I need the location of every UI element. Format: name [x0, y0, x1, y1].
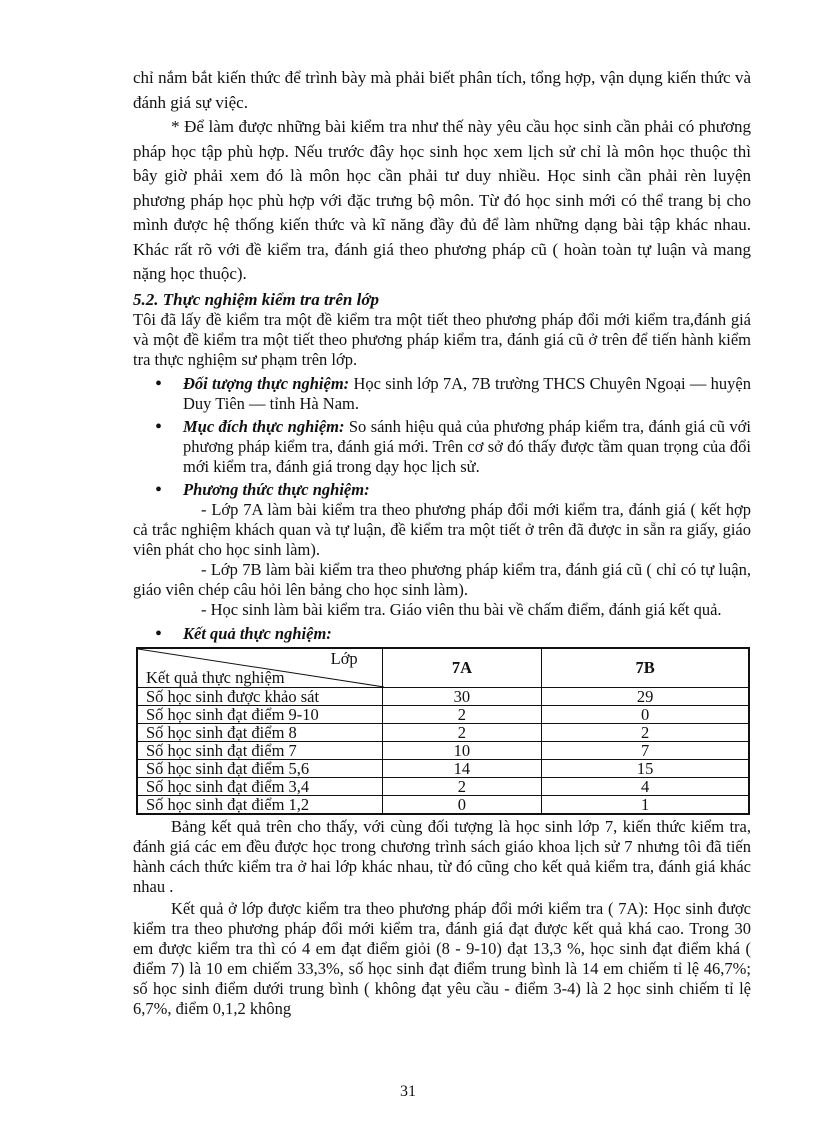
- method-class-7b: - Lớp 7B làm bài kiểm tra theo phương pháp kiểm tra, đánh giá cũ ( chỉ có tự luận, giáo viên chép câu hỏi lên bảng cho học sinh làm).: [133, 559, 751, 599]
- bullet-purpose-text: So sánh hiệu quả của phương pháp kiểm tra, đánh giá cũ với phương pháp kiểm tra, đánh giá mới. Trên cơ sở đó thấy được tầm quan trọng của đổi mới kiểm tra, đánh giá trong dạy học lịch sử.: [183, 416, 751, 476]
- value-7a: 14: [382, 759, 541, 777]
- method-class-7a: - Lớp 7A làm bài kiểm tra theo phương pháp đổi mới kiểm tra, đánh giá ( kết hợp cả trắc nghiệm khách quan và tự luận, đề kiểm tra một tiết ở trên đã được in sẵn ra giấy, giáo viên phát cho học sinh làm).: [133, 499, 751, 559]
- document-page: [133, 66, 751, 1019]
- bullet-dot-icon: •: [155, 478, 163, 501]
- bullet-method-label: Phương thức thực nghiệm:: [183, 479, 370, 499]
- column-header-label: Lớp: [330, 648, 358, 668]
- table-row: [137, 723, 749, 741]
- paragraph-experiment-intro: Tôi đã lấy đề kiểm tra một đề kiểm tra một tiết theo phương pháp đổi mới kiểm tra,đánh giá và một đề kiểm tra một tiết theo phương pháp kiểm tra, đánh giá cũ ở trên để tiến hành kiểm tra thực nghiệm sư phạm trên lớp.: [133, 309, 751, 369]
- page-number: 31: [400, 1083, 416, 1100]
- row-header-label: Kết quả thực nghiệm: [146, 667, 285, 687]
- bullet-dot-icon: •: [155, 372, 163, 395]
- diagonal-header-cell: [137, 648, 382, 688]
- section-heading: 5.2. Thực nghiệm kiểm tra trên lớp: [133, 289, 379, 309]
- table-row: [137, 759, 749, 777]
- row-label: Số học sinh đạt điểm 3,4: [137, 777, 382, 795]
- value-7a: 2: [382, 723, 541, 741]
- bullet-purpose: [133, 417, 751, 477]
- bullet-purpose-label: Mục đích thực nghiệm:: [183, 416, 345, 436]
- table-row: [137, 795, 749, 814]
- bullet-dot-icon: •: [155, 415, 163, 438]
- value-7b: 0: [542, 705, 749, 723]
- experiment-bullets: [133, 374, 751, 500]
- bullet-subjects: [133, 374, 751, 414]
- paragraph-table-analysis: Bảng kết quả trên cho thấy, với cùng đối tượng là học sinh lớp 7, kiến thức kiểm tra, đánh giá các em đều được học trong chương trình sách giáo khoa lịch sử 7 nhưng tôi đã tiến hành cách thức kiểm tra ở hai lớp khác nhau, từ đó cũng cho kết quả kiểm tra, đánh giá khác nhau .: [133, 816, 751, 896]
- table-row: [137, 705, 749, 723]
- bullet-method: [133, 480, 751, 500]
- paragraph-method-requirement: * Để làm được những bài kiểm tra như thế này yêu cầu học sinh cần phải có phương pháp học tập phù hợp. Nếu trước đây học sinh học xem lịch sử chỉ là môn học thuộc thì bây giờ phải xem đó là môn học cần phải tư duy nhiều. Học sinh cần phải rèn luyện phương pháp học phù hợp với đặc trưng bộ môn. Từ đó học sinh mới có thể trang bị cho mình được hệ thống kiến thức và kĩ năng đầy đủ để làm những dạng bài tập khác nhau. Khác rất rõ với đề kiểm tra, đánh giá theo phương pháp cũ ( hoàn toàn tự luận và mang nặng học thuộc).: [133, 117, 751, 283]
- value-7a: 0: [382, 795, 541, 814]
- table-row: [137, 687, 749, 705]
- value-7a: 10: [382, 741, 541, 759]
- class-7b-header: 7B: [542, 648, 749, 688]
- paragraph-class-7a-results: Kết quả ở lớp được kiểm tra theo phương pháp đổi mới kiểm tra ( 7A): Học sinh được kiểm tra theo phương pháp đổi mới kiểm tra, đánh giá đạt được kết quả khá cao. Trong 30 em được kiểm tra thì có 4 em đạt điểm giỏi (8 - 9-10) đạt 13,3 %, học sinh đạt điểm khá ( điểm 7) là 10 em chiếm 33,3%, số học sinh đạt điểm trung bình là 14 em chiếm tỉ lệ 46,7%; số học sinh điểm dưới trung bình ( không đạt yêu cầu - điểm 3-4) là 2 học sinh chiếm tỉ lệ 6,7%, điểm 0,1,2 không: [133, 898, 751, 1018]
- value-7b: 1: [542, 795, 749, 814]
- row-label: Số học sinh được khảo sát: [137, 687, 382, 705]
- table-row: [137, 777, 749, 795]
- value-7b: 29: [542, 687, 749, 705]
- bullet-results-label: Kết quả thực nghiệm:: [183, 623, 332, 643]
- row-label: Số học sinh đạt điểm 9-10: [137, 705, 382, 723]
- bullet-dot-icon: •: [155, 622, 163, 645]
- value-7b: 2: [542, 723, 749, 741]
- row-label: Số học sinh đạt điểm 1,2: [137, 795, 382, 814]
- results-table: [136, 647, 750, 815]
- value-7b: 7: [542, 741, 749, 759]
- class-7a-header: 7A: [382, 648, 541, 688]
- bullet-results: [133, 624, 751, 644]
- bullet-subjects-text: Học sinh lớp 7A, 7B trường THCS Chuyên Ngoại — huyện Duy Tiên — tỉnh Hà Nam.: [183, 373, 752, 413]
- value-7b: 15: [542, 759, 749, 777]
- table-header-row: [137, 648, 749, 688]
- row-label: Số học sinh đạt điểm 8: [137, 723, 382, 741]
- value-7a: 30: [382, 687, 541, 705]
- value-7a: 2: [382, 777, 541, 795]
- bullet-subjects-label: Đối tượng thực nghiệm:: [183, 373, 350, 393]
- row-label: Số học sinh đạt điểm 5,6: [137, 759, 382, 777]
- value-7b: 4: [542, 777, 749, 795]
- row-label: Số học sinh đạt điểm 7: [137, 741, 382, 759]
- value-7a: 2: [382, 705, 541, 723]
- result-bullet-list: [133, 624, 751, 644]
- paragraph-intro: chỉ nắm bắt kiến thức để trình bày mà phải biết phân tích, tổng hợp, vận dụng kiến thức và đánh giá sự việc.: [133, 68, 751, 112]
- table-row: [137, 741, 749, 759]
- method-grading: - Học sinh làm bài kiểm tra. Giáo viên thu bài về chấm điểm, đánh giá kết quả.: [201, 599, 722, 619]
